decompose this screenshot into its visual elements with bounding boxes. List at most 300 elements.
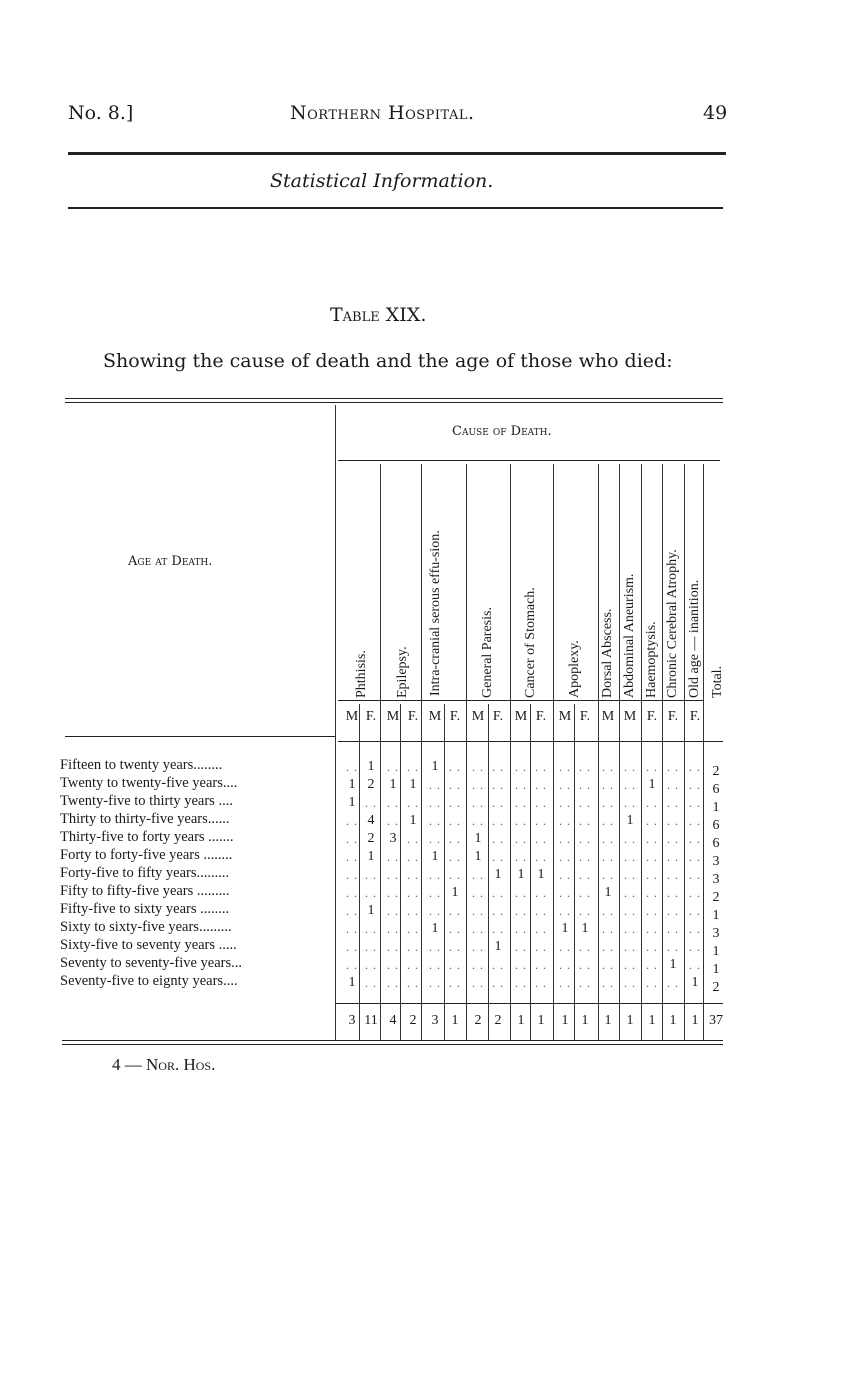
sex-divider-5 [530,704,531,1040]
table-cell: . . [515,940,527,954]
table-bottom-rule [62,1040,723,1041]
column-total: 1 [669,1013,677,1028]
table-cell: . . [667,760,679,774]
table-cell: . . [579,940,591,954]
table-cell: . . [407,850,419,864]
table-cell: . . [559,814,571,828]
table-cell: . . [559,958,571,972]
grand-total: 37 [709,1013,723,1028]
table-cell: . . [387,976,399,990]
table-cell: . . [535,850,547,864]
table-cell: 1 [348,975,356,990]
column-total: 4 [389,1013,397,1028]
age-group-label: Fifty to fifty-five years ......... [60,883,230,899]
table-cell: . . [429,976,441,990]
column-header-9: Haemoptysis. [644,621,659,698]
table-cell: . . [492,976,504,990]
table-cell: . . [667,922,679,936]
column-total: 2 [474,1013,482,1028]
table-cell: . . [689,814,701,828]
table-cell: 1 [367,849,375,864]
table-top-rule-2 [65,402,723,403]
table-cell: . . [535,922,547,936]
sex-header-9: M [514,709,528,724]
table-cell: . . [535,976,547,990]
table-cell: 1 [561,921,569,936]
table-cell: . . [624,778,636,792]
age-group-label: Sixty-five to seventy years ..... [60,937,237,953]
table-cell: 1 [581,921,589,936]
table-cell: . . [579,760,591,774]
table-cell: . . [407,796,419,810]
age-group-label: Thirty to thirty-five years...... [60,811,230,827]
table-cell: . . [535,778,547,792]
table-cell: 1 [409,813,417,828]
row-total: 1 [712,908,720,923]
table-cell: . . [449,976,461,990]
table-cell: . . [646,868,658,882]
table-cell: . . [624,760,636,774]
table-cell: . . [365,796,377,810]
table-cell: . . [346,940,358,954]
table-cell: . . [646,760,658,774]
table-cell: . . [346,832,358,846]
table-cell: 1 [389,777,397,792]
table-cell: . . [472,922,484,936]
table-cell: . . [689,922,701,936]
table-cell: . . [449,832,461,846]
table-cell: . . [429,796,441,810]
table-cell: . . [602,904,614,918]
table-cell: . . [429,940,441,954]
column-header-11: Old age — inanition. [687,579,702,698]
column-total: 3 [431,1013,439,1028]
table-cell: . . [667,778,679,792]
table-cell: . . [346,958,358,972]
age-group-label: Forty to forty-five years ........ [60,847,233,863]
table-cell: . . [689,904,701,918]
cause-divider-10 [684,464,685,1040]
table-cell: 1 [431,849,439,864]
age-group-label: Sixty to sixty-five years......... [60,919,232,935]
table-cell: . . [646,958,658,972]
sex-divider-3 [444,704,445,1040]
row-total: 3 [712,872,720,887]
table-cell: . . [365,940,377,954]
age-group-label: Thirty-five to forty years ....... [60,829,234,845]
table-cell: . . [667,904,679,918]
table-cell: . . [515,958,527,972]
table-cell: . . [407,886,419,900]
table-cell: . . [579,796,591,810]
sex-header-10: F. [535,709,547,724]
age-group-label: Twenty-five to thirty years .... [60,793,233,809]
table-cell: . . [667,886,679,900]
table-cell: . . [646,796,658,810]
table-cell: . . [492,814,504,828]
totals-rule [335,1003,723,1004]
table-cell: . . [602,796,614,810]
table-cell: . . [535,940,547,954]
column-header-4: General Paresis. [480,607,495,698]
row-total: 2 [712,764,720,779]
table-cell: . . [646,832,658,846]
table-cell: . . [579,904,591,918]
footer-text: Nor. Hos. [146,1055,216,1074]
cause-divider-4 [510,464,511,1040]
table-cell: 1 [494,939,502,954]
table-cell: . . [689,850,701,864]
row-total: 1 [712,800,720,815]
table-cell: . . [689,832,701,846]
table-cell: . . [429,868,441,882]
table-cell: 1 [431,921,439,936]
table-cell: . . [667,850,679,864]
row-total: 3 [712,926,720,941]
table-cell: . . [689,796,701,810]
table-cell: . . [579,832,591,846]
sex-header-16: F. [667,709,679,724]
table-cell: . . [579,850,591,864]
column-total: 3 [348,1013,356,1028]
table-cell: . . [646,940,658,954]
sex-divider-6 [574,704,575,1040]
table-cell: . . [624,940,636,954]
table-cell: . . [646,886,658,900]
sex-header-2: F. [365,709,377,724]
section-title: Statistical Information. [270,170,494,192]
table-cell: . . [602,940,614,954]
table-cell: . . [449,814,461,828]
table-cell: 1 [348,795,356,810]
table-cell: 1 [431,759,439,774]
table-cell: . . [346,760,358,774]
table-cell: . . [492,850,504,864]
table-cell: . . [515,832,527,846]
table-cell: . . [559,904,571,918]
cause-divider-3 [466,464,467,1040]
table-cell: . . [559,832,571,846]
table-cell: . . [492,760,504,774]
row-total: 6 [712,782,720,797]
table-cell: . . [407,940,419,954]
table-cell: 1 [367,903,375,918]
table-cell: . . [515,904,527,918]
table-title: Table XIX. [330,304,427,326]
table-cell: . . [407,922,419,936]
column-header-6: Apoplexy. [567,640,582,698]
table-cell: . . [346,904,358,918]
table-cell: . . [667,940,679,954]
table-cell: . . [689,760,701,774]
footer-number: 4 — [112,1055,142,1074]
table-cell: . . [535,832,547,846]
table-cell: 2 [367,831,375,846]
table-cell: . . [579,814,591,828]
table-cell: . . [429,832,441,846]
table-cell: . . [472,976,484,990]
table-cell: 1 [474,831,482,846]
column-total: 1 [537,1013,545,1028]
table-cell: 1 [626,813,634,828]
table-cell: . . [492,886,504,900]
table-cell: . . [579,976,591,990]
table-cell: . . [559,796,571,810]
table-cell: . . [646,922,658,936]
table-cell: . . [449,760,461,774]
sex-header-1: M [345,709,359,724]
cause-divider-5 [553,464,554,1040]
table-cell: . . [602,922,614,936]
table-cell: . . [492,958,504,972]
table-cell: . . [515,814,527,828]
table-cell: . . [387,958,399,972]
age-group-label: Twenty to twenty-five years.... [60,775,238,791]
table-cell: . . [387,886,399,900]
table-cell: . . [346,886,358,900]
table-cell: . . [689,868,701,882]
table-cell: . . [624,976,636,990]
table-cell: . . [346,814,358,828]
table-cell: . . [689,886,701,900]
row-total: 6 [712,836,720,851]
page-number: 49 [703,102,728,124]
table-cell: . . [535,886,547,900]
column-header-5: Cancer of Stomach. [523,587,538,698]
footer-signature [112,1055,215,1075]
table-cell: . . [559,940,571,954]
column-total: 2 [409,1013,417,1028]
table-cell: . . [602,868,614,882]
table-cell: . . [449,958,461,972]
table-cell: . . [602,976,614,990]
table-cell: . . [689,940,701,954]
table-cell: . . [535,958,547,972]
table-cell: . . [449,778,461,792]
table-cell: . . [449,796,461,810]
column-total: 1 [604,1013,612,1028]
table-cell: 1 [669,957,677,972]
table-cell: . . [387,760,399,774]
table-cell: . . [407,760,419,774]
table-cell: . . [667,976,679,990]
table-cell: . . [407,904,419,918]
table-cell: 1 [537,867,545,882]
sex-header-8: F. [492,709,504,724]
table-cell: . . [602,778,614,792]
table-cell: . . [535,796,547,810]
table-cell: . . [387,814,399,828]
table-cell: . . [429,958,441,972]
table-cell: . . [472,904,484,918]
column-total: 1 [691,1013,699,1028]
table-cell: . . [387,796,399,810]
table-cell: . . [407,958,419,972]
table-cell: . . [429,778,441,792]
header-rule [68,152,726,155]
table-cell: . . [559,976,571,990]
age-group-label: Seventy to seventy-five years... [60,955,243,971]
table-cell: 1 [604,885,612,900]
table-cell: . . [346,868,358,882]
sex-header-7: M [471,709,485,724]
table-cell: . . [346,850,358,864]
age-group-label: Forty-five to fifty years......... [60,865,230,881]
sex-header-5: M [428,709,442,724]
table-cell: . . [365,868,377,882]
table-cell: . . [667,814,679,828]
table-cell: . . [429,886,441,900]
table-divider-age [335,405,336,1040]
table-top-rule [65,398,723,399]
table-cell: . . [602,832,614,846]
table-cell: 1 [348,777,356,792]
table-cell: . . [624,904,636,918]
table-cell: 1 [691,975,699,990]
row-total: 1 [712,962,720,977]
table-cell: . . [515,976,527,990]
table-cell: . . [602,850,614,864]
table-cell: . . [667,796,679,810]
table-caption: Showing the cause of death and the age of those who died: [103,350,673,372]
table-cell: . . [646,976,658,990]
table-cell: . . [492,922,504,936]
table-cell: . . [365,976,377,990]
column-header-7: Dorsal Abscess. [600,608,615,698]
table-cell: . . [387,922,399,936]
cause-divider-8 [641,464,642,1040]
running-header-title: Northern Hospital. [290,102,475,124]
table-cell: 1 [648,777,656,792]
table-cell: . . [449,940,461,954]
table-cell: . . [579,958,591,972]
column-total: 1 [517,1013,525,1028]
column-total: 1 [581,1013,589,1028]
table-cell: 1 [494,867,502,882]
row-total: 3 [712,854,720,869]
sex-header-11: M [558,709,572,724]
age-group-label: Fifty-five to sixty years ........ [60,901,230,917]
table-cell: . . [365,958,377,972]
table-cell: . . [449,922,461,936]
table-cell: . . [646,850,658,864]
table-cell: . . [602,814,614,828]
table-cell: . . [365,922,377,936]
table-cell: . . [515,796,527,810]
table-cell: . . [492,796,504,810]
table-cell: . . [346,922,358,936]
table-cell: 4 [367,813,375,828]
sex-header-15: F. [646,709,658,724]
table-cell: 1 [517,867,525,882]
column-total: 11 [364,1013,378,1028]
row-total: 6 [712,818,720,833]
table-cell: . . [689,778,701,792]
column-header-10: Chronic Cerebral Atrophy. [665,549,680,698]
age-header-rule [65,736,335,737]
table-cell: . . [387,940,399,954]
table-cell: . . [492,778,504,792]
table-cell: . . [449,850,461,864]
table-cell: . . [387,904,399,918]
table-cell: 1 [451,885,459,900]
cause-header-rule [338,460,720,461]
table-cell: . . [387,850,399,864]
column-total: 1 [626,1013,634,1028]
running-header-left: No. 8.] [68,102,134,124]
table-cell: . . [429,904,441,918]
table-cell: . . [602,760,614,774]
sex-header-12: F. [579,709,591,724]
table-cell: . . [602,958,614,972]
table-cell: 3 [389,831,397,846]
cause-header: Cause of Death. [452,424,552,439]
table-cell: . . [449,904,461,918]
table-cell: . . [559,868,571,882]
sex-header-14: M [623,709,637,724]
cause-divider-7 [619,464,620,1040]
table-cell: . . [535,760,547,774]
table-cell: . . [624,886,636,900]
table-cell: . . [472,940,484,954]
table-cell: . . [559,850,571,864]
cause-divider-1 [380,464,381,1040]
table-cell: . . [449,868,461,882]
sex-header-17: F. [689,709,701,724]
age-group-label: Seventy-five to eignty years.... [60,973,238,989]
column-total: 1 [561,1013,569,1028]
table-cell: . . [667,868,679,882]
table-cell: . . [515,886,527,900]
table-cell: . . [492,832,504,846]
section-rule [68,207,723,209]
age-header: Age at Death. [128,554,213,569]
table-cell: . . [624,922,636,936]
column-header-12: Total. [710,665,725,698]
table-cell: . . [515,760,527,774]
sex-header-3: M [386,709,400,724]
table-cell: . . [559,760,571,774]
table-cell: . . [646,814,658,828]
table-cell: . . [472,778,484,792]
table-cell: . . [515,850,527,864]
table-cell: . . [535,904,547,918]
table-cell: . . [559,886,571,900]
column-total: 1 [451,1013,459,1028]
table-cell: . . [407,868,419,882]
table-cell: . . [472,814,484,828]
table-cell: . . [365,886,377,900]
row-total: 1 [712,944,720,959]
table-cell: . . [579,886,591,900]
table-cell: . . [535,814,547,828]
table-cell: . . [472,868,484,882]
column-header-3: Intra-cranial serous effu-sion. [428,530,443,696]
table-cell: . . [472,886,484,900]
table-cell: . . [387,868,399,882]
table-cell: . . [667,832,679,846]
column-header-8: Abdominal Aneurism. [622,573,637,698]
table-cell: . . [407,976,419,990]
table-cell: . . [407,832,419,846]
table-cell: 1 [409,777,417,792]
column-total: 2 [494,1013,502,1028]
column-header-1: Phthisis. [353,650,369,698]
row-total: 2 [712,890,720,905]
sex-header-6: F. [449,709,461,724]
table-cell: . . [429,814,441,828]
table-cell: . . [559,778,571,792]
